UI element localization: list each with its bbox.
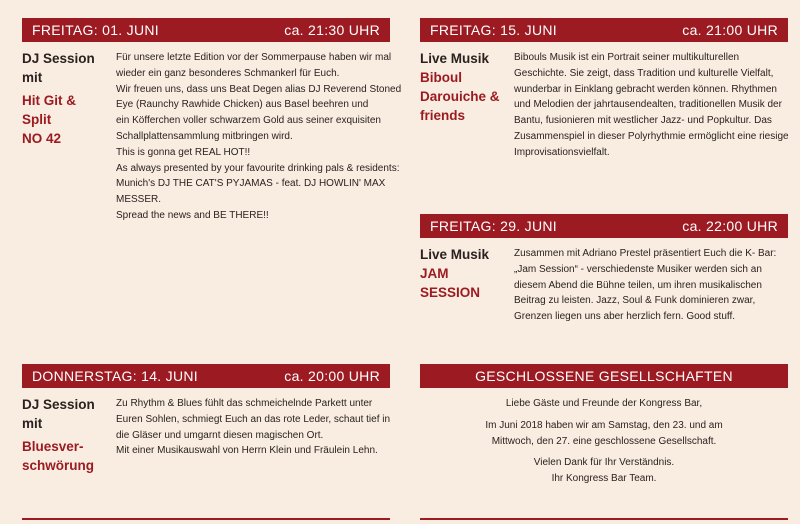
event-date: FREITAG: 01. JUNI xyxy=(32,22,159,38)
event-date: FREITAG: 15. JUNI xyxy=(430,22,557,38)
event-header xyxy=(22,364,390,388)
event-time: ca. 21:30 UHR xyxy=(284,22,380,38)
event-description: Zusammen mit Adriano Prestel präsentiert Euch die K- Bar: „Jam Session“ - verschiedenste Musiker werden sich an diesem Abend die Bühne teilen, um ihren musikalischen Beitrag zu leisten. Jazz, Soul & Funk dominieren zwar, Grenzen liegen uns aber herzlich fern. Good stuff. xyxy=(514,248,777,323)
event-act: Split xyxy=(22,112,52,127)
private-events-card xyxy=(420,364,788,485)
event-type: Live Musik xyxy=(420,51,490,66)
event-date: FREITAG: 29. JUNI xyxy=(430,218,557,234)
event-act: NO 42 xyxy=(22,131,62,146)
event-card-0 xyxy=(22,18,402,272)
event-act: friends xyxy=(420,108,466,123)
bottom-divider-right xyxy=(420,518,788,520)
event-act: Hit Git & xyxy=(22,93,76,108)
event-header xyxy=(420,18,788,42)
event-time: ca. 20:00 UHR xyxy=(284,368,380,384)
bottom-divider-left xyxy=(22,518,390,520)
event-description: Zu Rhythm & Blues fühlt das schmeichelnde Parkett unter Euren Sohlen, schmiegt Euch an das rote Leder, schaut tief in die Gläser und umgarnt diesen magischen Ort. Mit einer Musikauswahl von Herrn Klein und Fräulein Lehn. xyxy=(116,398,391,457)
event-act: Biboul xyxy=(420,70,462,85)
event-type: DJ Session xyxy=(22,51,95,66)
event-card-2 xyxy=(420,214,788,348)
event-header xyxy=(420,214,788,238)
event-description: Für unsere letzte Edition vor der Sommerpause haben wir mal wieder ein ganz besonderes Schmankerl für Euch. Wir freuen uns, dass uns Beat Degen alias DJ Reverend Stoned Eye (Raunchy Rawhide Chicken) aus Basel beehren und ein Köfferchen voller schwarzem Gold aus seiner exquisiten Schallplattensammlung mitbringen wird. This is gonna get REAL HOT!! As always presented by your favourite drinking pals & residents: Munich's DJ THE CAT'S PYJAMAS - feat. DJ HOWLIN' MAX MESSER. Spread the news and BE THERE!! xyxy=(116,52,402,221)
private-events-text: Liebe Gäste und Freunde der Kongress Bar, Im Juni 2018 haben wir am Samstag, den 23. und am Mittwoch, den 27. eine geschlossene Gesellschaft. Vielen Dank für Ihr Verständnis. Ihr Kongress Bar Team. xyxy=(485,398,723,485)
event-time: ca. 22:00 UHR xyxy=(682,218,778,234)
event-time: ca. 21:00 UHR xyxy=(682,22,778,38)
event-act: SESSION xyxy=(420,285,481,300)
event-card-1 xyxy=(420,18,788,202)
event-type: mit xyxy=(22,70,43,85)
private-events-header xyxy=(420,364,788,388)
event-header xyxy=(22,18,390,42)
private-events-title: GESCHLOSSENE GESELLSCHAFTEN xyxy=(475,368,733,384)
event-card-3 xyxy=(22,364,390,508)
event-date: DONNERSTAG: 14. JUNI xyxy=(32,368,198,384)
event-type: mit xyxy=(22,416,43,431)
event-type: DJ Session xyxy=(22,397,95,412)
event-description: Bibouls Musik ist ein Portrait seiner multikulturellen Geschichte. Sie zeigt, dass Tradition und kulturelle Vielfalt, wunderbar in Einklang gebracht werden können. Rhythmen und Melodien der jahrtausendealten, traditionellen Musik der Bantu, fusionieren mit westlicher Jazz- und Popkultur. Das Zusammenspiel in dieser Polyrhythmie ermöglicht eine riesige Improvisationsvielfalt. xyxy=(514,52,789,158)
event-type: Live Musik xyxy=(420,247,490,262)
event-act: JAM xyxy=(420,266,449,281)
event-act: schwörung xyxy=(22,458,95,473)
event-act: Bluesver- xyxy=(22,439,84,454)
event-act: Darouiche & xyxy=(420,89,500,104)
